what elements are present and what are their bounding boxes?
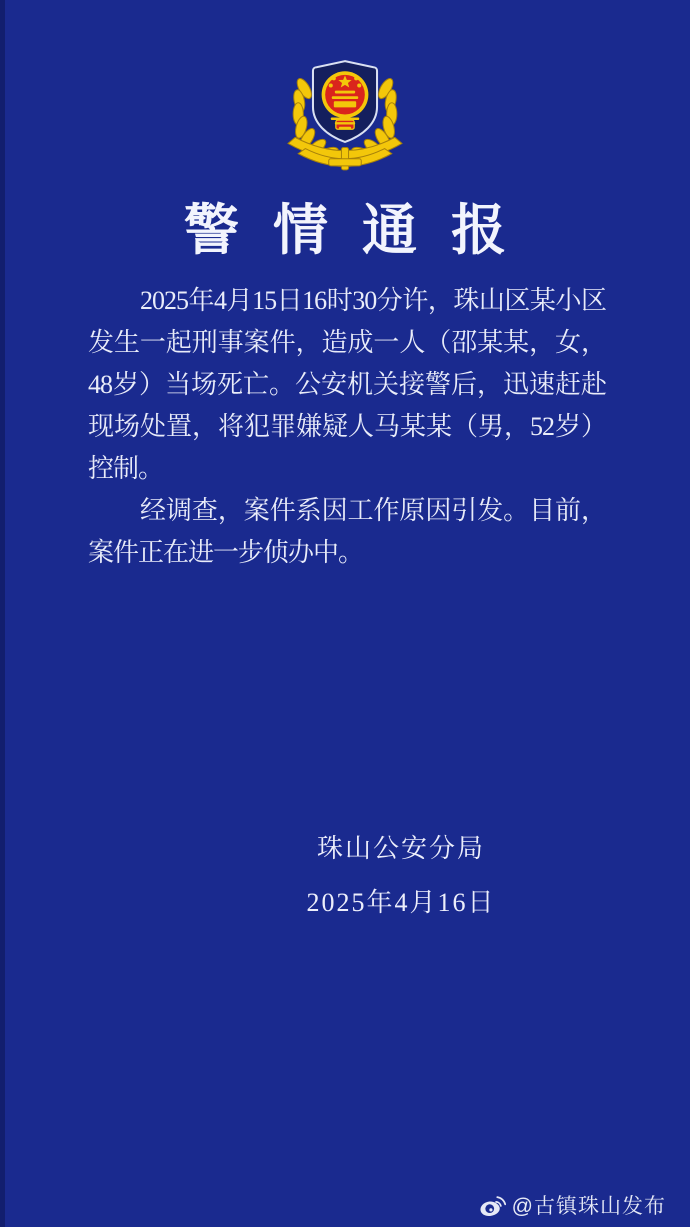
notice-title: 警情通报 <box>183 200 541 261</box>
issue-date: 2025年4月16日 <box>306 888 496 917</box>
weibo-icon <box>479 1194 506 1217</box>
notice-paragraph-2: 经调查，案件系因工作原因引发。目前，案件正在进一步侦办中。 <box>88 496 606 567</box>
notice-body <box>88 280 606 574</box>
police-badge-icon <box>284 58 406 177</box>
notice-paragraph-1: 2025年4月15日16时30分许，珠山区某小区发生一起刑事案件，造成一人（邵某某，女，48岁）当场死亡。公安机关接警后，迅速赶赴现场处置，将犯罪嫌疑人马某某（男，52岁）控制。 <box>88 286 606 483</box>
signature-block <box>256 828 546 919</box>
watermark <box>479 1190 666 1220</box>
issuer-name: 珠山公安分局 <box>316 834 485 863</box>
watermark-handle: @古镇珠山发布 <box>511 1195 666 1218</box>
